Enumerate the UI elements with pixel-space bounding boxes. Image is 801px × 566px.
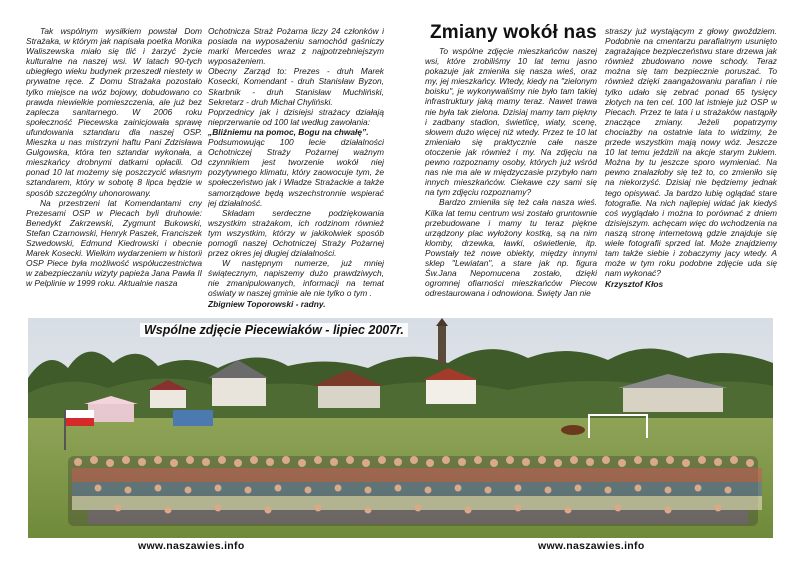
paragraph: Składam serdeczne podziękowania wszystkim strażakom, ich rodzinom również tym wszystkim, którzy w jakikolwiek sposób pomogli naszej Ochotniczej Straży Pożarnej przez okres jej długiej działalności. xyxy=(208,207,384,259)
right-column-2 xyxy=(605,26,777,316)
paragraph: Ochotnicza Straż Pożarna liczy 24 członków i posiada na wyposażeniu samochód gaśniczy marki Mercedes wraz z najpotrzebniejszym wyposażeniem. xyxy=(208,26,384,67)
author-signature: Krzysztof Kłos xyxy=(605,279,664,290)
paragraph: Poprzednicy jak i dzisiejsi strażacy działają nieprzerwanie od 100 lat według zawołania: xyxy=(208,106,384,127)
footer-url-left[interactable]: www.naszawies.info xyxy=(138,540,245,552)
paragraph: Tak wspólnym wysiłkiem powstał Dom Strażaka, w którym jak napisała poetka Monika Waliszewska miało się tlić i żarzyć życie kulturalne na naszej wsi. W latach 90-tych ubiegłego wieku budynek przeszedł niestety w prywatne ręce. Z Domu Strażaka pozostało tylko miejsce na wóz bojowy, dobudowano co prawda niewielkie pomieszczenia, ale już bez zaplecza sanitarnego. W 2006 roku społeczność Piecewska zainicjowała sprawę ufundowania sztandaru dla naszej OSP. Mieszka u nas mistrzyni haftu Pani Zdzisława Gulgowska, która ten sztandar wykonała, a mieszkańcy drobnymi datkami opłacili. Od ponad 10 lat możemy się poszczycić własnym sztandarem, który w sobotę 8 lipca będzie w sposób szczególny uhonorowany. xyxy=(26,26,202,198)
right-column-1 xyxy=(425,46,597,336)
paragraph: Podsumowując 100 lecie działalności Ochotniczej Straży Pożarnej ważnym czynnikiem jest tworzenie wokół niej pozytywnego klimatu, który zaowocuje tym, że społeczeństwo jak i Władze Strażackie a także samorządowe będą wszechstronnie wspierać jej działalność. xyxy=(208,137,384,208)
left-column-2 xyxy=(208,26,384,316)
photo-caption: Wspólne zdjęcie Piecewiaków - lipiec 2007r. xyxy=(140,323,408,337)
paragraph: Bardzo zmieniła się też cała nasza wieś. Kilka lat temu centrum wsi zostało gruntownie przebudowane i mamy tu teraz piękne urządzony plac wyłożony kostką, są na nim klomby, drzewka, ławki, oświetlenie, itp. Powstały też nowe obiekty, między innymi sklep "Lewiatan", a stare jak np. figura Św.Jana Nepomucena zostało, dzięki ogromnej ofiarności mieszkańców Piecow odrestaurowana i odnowiona. Święty Jan nie xyxy=(425,197,597,299)
motto: „Bliźniemu na pomoc, Bogu na chwałę”. xyxy=(208,126,369,137)
paragraph: straszy już wystającym z głowy gwoździem. Podobnie na cmentarzu parafialnym usunięto zagrażające bezpieczeństwu stare drzewa jak również zbudowano nowe schody. Teraz można się tam bezpiecznie poruszać. To również dzięki zaangażowaniu parafian i nie tylko udało się zebrać ponad 65 tysięcy złotych na ten cel. 100 lat istnieje już OSP w Piecach. Przez te lata i u strażaków nastąpiły znaczące zmiany. Jeżeli popatrzymy chociażby na ostatnie lata to widzimy, że przede wszystkim mają nowy wóz. Jeszcze 10 lat temu jeździli na akcje starym żukiem. Można by tu jeszcze sporo wymieniać. Na pewno znalazłoby się też to, co zmieniło się na niekorzyść. Dzisiaj nie będziemy jednak tego opisywać. Ja bardzo lubię oglądać stare fotografie. Na nich najlepiej widać jak kiedyś coś wyglądało i można to porównać z dniem dzisiejszym. achęcam więc do wchodzenia na naszą stronę internetową gdzie znajduje się wiele fotografii sprzed lat. Może znajdziemy tam także siebie i zobaczymy jacy wtedy. A może w tym roku podobne zdjęcie uda się nam wykonać? xyxy=(605,26,777,279)
paragraph: To wspólne zdjęcie mieszkańców naszej wsi, które zrobiliśmy 10 lat temu jasno pokazuje jak zmieniła się nasza wieś, oraz my, jej mieszkańcy. Wtedy, kiedy na "zielonym boisku", je wykonywaliśmy nie było tam takiej infrastruktury jaką mamy teraz. Nawet trawa nie była tak zielona. Dzisiaj mamy tam piękny i zadbany stadion, świetlicę, wiaty, scenę, słowem dużo więcej niż wtedy. Przez te 10 lat zmieniało się praktycznie całe nasze otoczenie jak również i my. Na zdjęciu na pewno rozpoznamy osoby, których już wśród nas nie ma ale w międzyczasie przybyło nam innych mieszkańców. Ciekawe czy sami się na tym zdjęciu rozpoznamy? xyxy=(425,46,597,198)
group-photo-image xyxy=(28,318,773,538)
article-heading: Zmiany wokół nas xyxy=(430,22,597,43)
footer-url-right[interactable]: www.naszawies.info xyxy=(538,540,645,552)
left-column-1 xyxy=(26,26,202,316)
paragraph: W następnym numerze, już mniej świątecznym, napiszemy dużo prawdziwych, nie zmanipulowanych, informacji na temat oświaty w naszej gminie ale nie tylko o tym . xyxy=(208,258,384,299)
paragraph: Obecny Zarząd to: Prezes - druh Marek Kosecki, Komendant - druh Stanisław Byzon, Skarbnik - druh Stanisław Muchliński, Sekretarz - druh Michał Chyliński. xyxy=(208,66,384,107)
paragraph: Na przestrzeni lat Komendantami cny Prezesami OSP w Piecach byli druhowie: Benedykt Zakrzewski, Zygmunt Bukowski, Stefan Czarnowski, Henryk Paszek, Franciszek Szwedowski, Edmund Kiedrowski i obecnie Marek Kosecki. Wielkim wydarzeniem w historii OSP Piece była możliwość współuczestnictwa w zabezpieczaniu wizyty papieża Jana Pawła II w Pelplinie w 1999 roku. Aktualnie nasza xyxy=(26,197,202,289)
author-signature: Zbigniew Toporowski - radny. xyxy=(208,298,326,309)
group-photo xyxy=(28,318,773,538)
